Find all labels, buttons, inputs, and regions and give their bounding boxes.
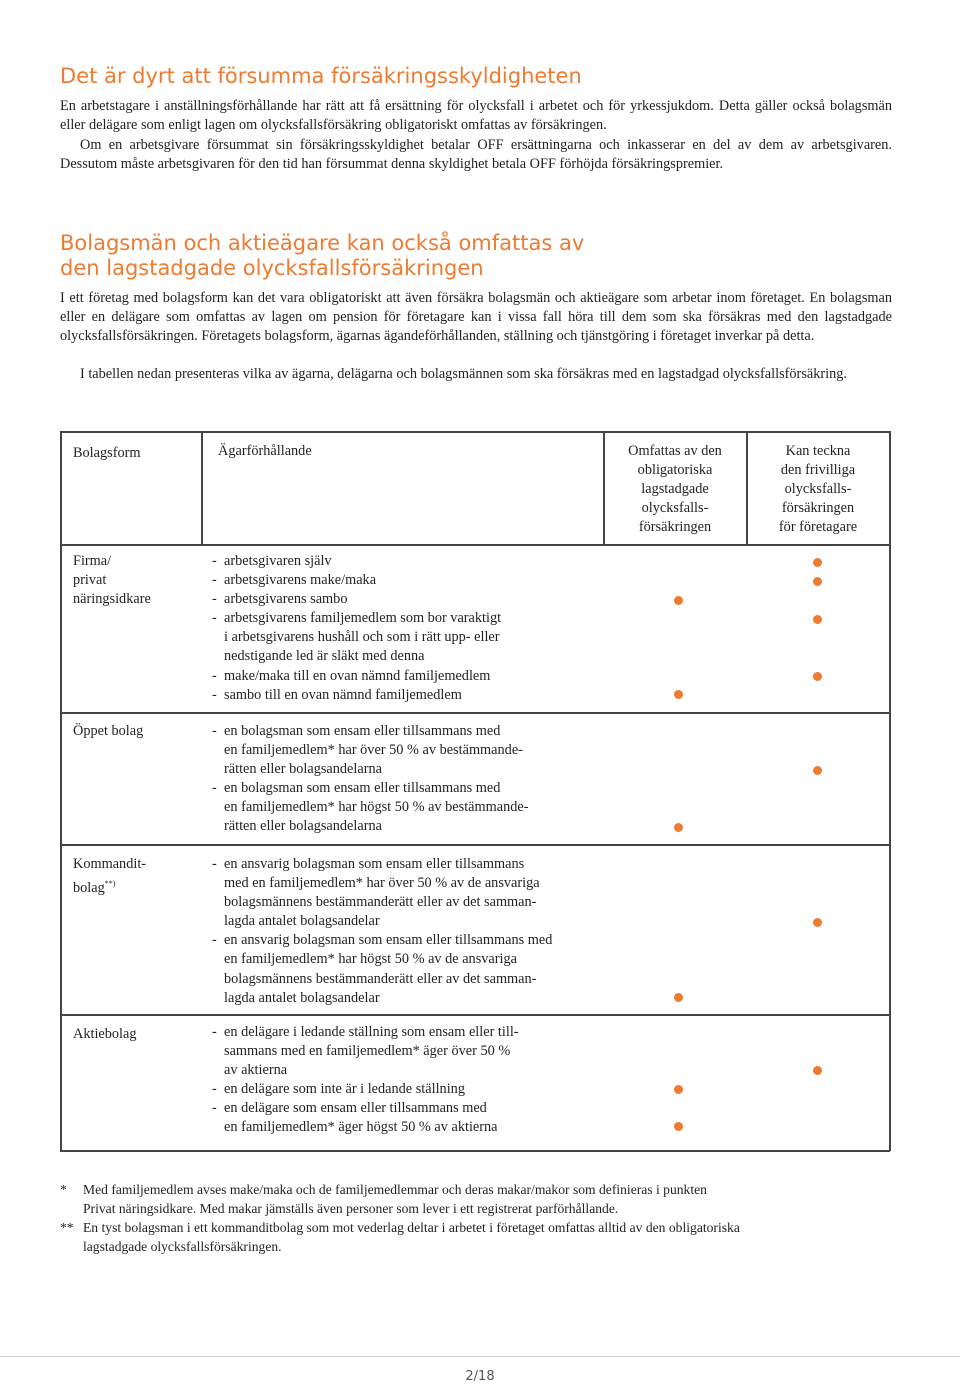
row-form-kommanditbolag: Kommandit- bolag**) (73, 856, 147, 897)
table-rule (60, 431, 62, 1151)
voluntary-mark-dot (813, 577, 822, 586)
table-rule (60, 712, 890, 714)
header-bolagsform: Bolagsform (73, 445, 141, 461)
voluntary-mark-dot (813, 615, 822, 624)
list-item: - arbetsgivarens make/maka (212, 572, 377, 589)
header-voluntary: Kan teckna den frivilliga olycksfalls- försäkringen för företagare (778, 443, 858, 536)
list-item: - en ansvarig bolagsman som ensam eller tillsammans med en familjemedlem* har högst 50 % av de ansvariga bolagsmännens bestämmanderätt eller av det samman- lagda antalet bolagsandelar (212, 932, 553, 1006)
row-form-aktiebolag: Aktiebolag (73, 1026, 137, 1042)
paragraph: En arbetstagare i anställningsförhållande har rätt att få ersättning för olycksfall i arbetet och för yrkessjukdom. Detta gäller också bolagsmän eller delägare som enligt lagen om olycksfallsförsäkring obligatoriskt omfattas av försäkringen. (60, 98, 892, 134)
list-item: - arbetsgivarens familjemedlem som bor varaktigt i arbetsgivarens hushåll och som i rätt upp- eller nedstigande led är släkt med denna (212, 610, 502, 665)
list-item: - en bolagsman som ensam eller tillsammans med en familjemedlem* har över 50 % av bestämmande- rätten eller bolagsandelarna (212, 723, 523, 778)
obligatory-mark-dot (674, 993, 683, 1002)
row-items-aktiebolag (212, 1023, 519, 1138)
row-items-kommanditbolag (212, 855, 552, 1008)
obligatory-mark-dot (674, 823, 683, 832)
row-form-oppet-bolag: Öppet bolag (73, 723, 144, 739)
section-heading-2-line-1: Bolagsmän och aktieägare kan också omfattas av (60, 231, 585, 255)
list-item: - en delägare i ledande ställning som ensam eller till- sammans med en familjemedlem* äger över 50 % av aktierna (212, 1024, 519, 1079)
list-item: - en ansvarig bolagsman som ensam eller tillsammans med en familjemedlem* har över 50 % av de ansvariga bolagsmännens bestämmanderätt eller av det samman- lagda antalet bolagsandelar (212, 856, 540, 930)
list-item: - en bolagsman som ensam eller tillsammans med en familjemedlem* har högst 50 % av bestämmande- rätten eller bolagsandelarna (212, 780, 529, 835)
header-obligatory: Omfattas av den obligatoriska lagstadgade olycksfalls- försäkringen (628, 443, 722, 536)
section-heading-1: Det är dyrt att försumma försäkringsskyldigheten (60, 64, 582, 88)
header-agarforhallande: Ägarförhållande (218, 443, 312, 459)
list-item: - en delägare som inte är i ledande ställning (212, 1081, 465, 1098)
page-number: 2/18 (465, 1369, 495, 1384)
list-item: - make/maka till en ovan nämnd familjemedlem (212, 667, 491, 684)
obligatory-mark-dot (674, 1085, 683, 1094)
voluntary-mark-dot (813, 766, 822, 775)
table-rule (60, 1150, 890, 1152)
list-item: - sambo till en ovan nämnd familjemedlem (212, 686, 462, 703)
footnote: * Med familjemedlem avses make/maka och de familjemedlemmar och deras makar/makor som definieras i punkten Privat näringsidkare. Med makar jämställs även personer som lever i ett registrerat parförhållande. (60, 1182, 707, 1217)
footer-divider (0, 1356, 960, 1357)
obligatory-mark-dot (674, 1122, 683, 1131)
table-rule (201, 431, 203, 545)
table-rule (60, 431, 890, 433)
footnotes (60, 1180, 900, 1256)
voluntary-mark-dot (813, 1066, 822, 1075)
list-item: - en delägare som ensam eller tillsammans med en familjemedlem* äger högst 50 % av aktierna (212, 1100, 498, 1136)
ownership-table (60, 431, 890, 1151)
table-rule (889, 431, 891, 1151)
row-items-firma (212, 552, 501, 705)
table-rule (60, 544, 890, 546)
obligatory-mark-dot (674, 690, 683, 699)
paragraph: I ett företag med bolagsform kan det vara obligatoriskt att även försäkra bolagsmän och aktieägare som arbetar inom företaget. En bolagsman eller en delägare som omfattas av lagen om pension för företagare kan i vissa fall höra till dem som ska försäkras med den lagstadgade olycksfallsförsäkringen. Företagets bolagsform, ägarnas ägandeförhållanden, ställning och tjänstgöring i företaget inverkar på detta. (60, 290, 892, 345)
footnote: ** En tyst bolagsman i ett kommanditbolag som mot vederlag deltar i arbetet i företaget omfattas alltid av den obligatoriska lagstadgade olycksfallsförsäkringen. (60, 1220, 740, 1255)
list-item: - arbetsgivaren själv (212, 553, 332, 569)
paragraph: Om en arbetsgivare försummat sin försäkringsskyldighet betalar OFF ersättningarna och inkasserar en del av dem av arbetsgivaren. Dessutom måste arbetsgivaren för den tid han försummat denna skyldighet betala OFF förhöjda försäkringspremier. (60, 137, 892, 173)
table-rule (60, 1014, 890, 1016)
obligatory-mark-dot (674, 596, 683, 605)
voluntary-mark-dot (813, 672, 822, 681)
voluntary-mark-dot (813, 918, 822, 927)
paragraph: I tabellen nedan presenteras vilka av ägarna, delägarna och bolagsmännen som ska försäkras med en lagstadgad olycksfallsförsäkring. (80, 366, 847, 382)
list-item: - arbetsgivarens sambo (212, 591, 348, 608)
section-heading-2-line-2: den lagstadgade olycksfallsförsäkringen (60, 256, 484, 280)
footnote-ref: **) (104, 879, 116, 889)
table-rule (60, 844, 890, 846)
row-form-firma: Firma/ privat näringsidkare (73, 553, 151, 608)
voluntary-mark-dot (813, 558, 822, 567)
row-items-oppet-bolag (212, 722, 529, 837)
